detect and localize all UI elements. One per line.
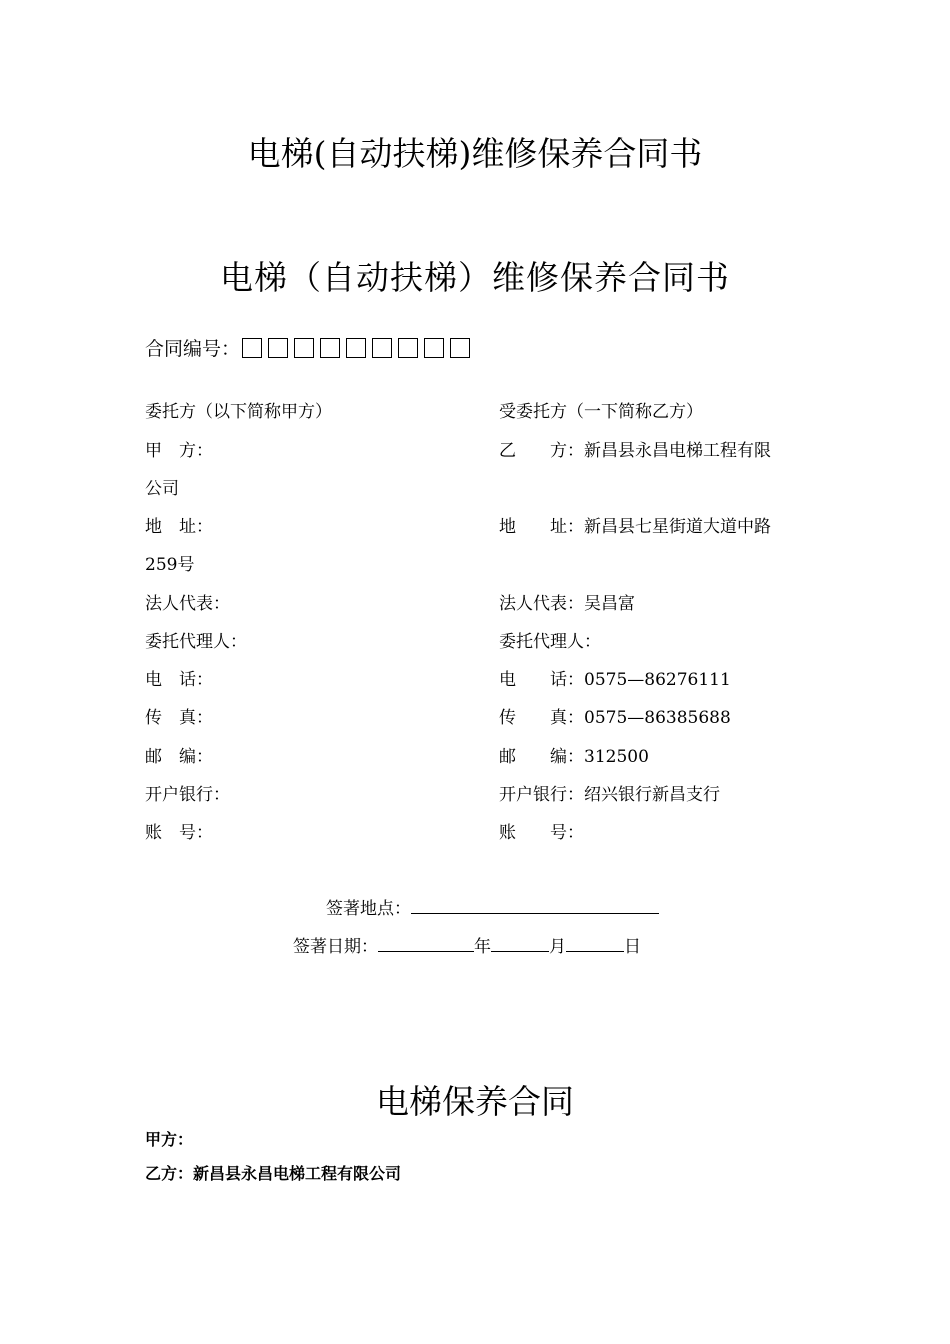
- party-name-wrap: 公司: [145, 479, 179, 499]
- party-b-name-label: 乙 方：: [499, 441, 584, 461]
- contract-number-box: [242, 338, 262, 358]
- bottom-party-b: 乙方：新昌县永昌电梯工程有限公司: [145, 1164, 402, 1183]
- address-wrap: 259号: [145, 555, 195, 575]
- signing-day-blank: [566, 935, 624, 952]
- document-heading-top: 电梯(自动扶梯)维修保养合同书: [247, 134, 703, 173]
- party-b-postcode-label: 邮 编：: [499, 747, 584, 767]
- party-a-bank-label: 开户银行：: [145, 785, 230, 805]
- contract-number-box: [398, 338, 418, 358]
- signing-place-row: [326, 894, 659, 919]
- signing-year-blank: [378, 935, 474, 952]
- party-b-address-label: 地 址：: [499, 517, 584, 537]
- party-b-postcode-value: 312500: [584, 747, 649, 767]
- party-b-header: 受委托方（一下简称乙方）: [499, 402, 703, 422]
- contract-section-heading: 电梯保养合同: [376, 1082, 574, 1121]
- contract-number-box: [372, 338, 392, 358]
- party-b-name-value: 新昌县永昌电梯工程有限: [584, 441, 771, 461]
- party-b-phone-row: [499, 665, 731, 690]
- party-b-fax-label: 传 真：: [499, 708, 584, 728]
- party-b-bank-label: 开户银行：: [499, 785, 584, 805]
- contract-number-box: [346, 338, 366, 358]
- party-b-account-label: 账 号：: [499, 823, 584, 843]
- party-a-phone-label: 电 话：: [145, 670, 213, 690]
- party-b-address-row: [499, 512, 771, 537]
- party-a-address-label: 地 址：: [145, 517, 213, 537]
- party-b-phone-value: 0575—86276111: [584, 670, 731, 690]
- party-a-legal-rep-label: 法人代表：: [145, 594, 230, 614]
- signing-date-label: 签著日期：: [293, 937, 378, 957]
- contract-number-box: [450, 338, 470, 358]
- party-b-name-row: [499, 436, 771, 461]
- contract-number-box: [294, 338, 314, 358]
- party-a-account-label: 账 号：: [145, 823, 213, 843]
- party-b-legal-rep-label: 法人代表：: [499, 594, 584, 614]
- party-b-legal-rep-row: [499, 589, 635, 614]
- contract-number-box: [268, 338, 288, 358]
- party-a-name-label: 甲 方：: [145, 441, 213, 461]
- contract-number-boxes: [242, 338, 476, 358]
- party-b-fax-row: [499, 703, 731, 728]
- party-b-bank-row: [499, 780, 720, 805]
- contract-number-box: [424, 338, 444, 358]
- year-label: 年: [474, 937, 491, 957]
- party-a-agent-label: 委托代理人：: [145, 632, 247, 652]
- contract-number-box: [320, 338, 340, 358]
- party-b-postcode-row: [499, 742, 649, 767]
- party-a-postcode-label: 邮 编：: [145, 747, 213, 767]
- signing-place-blank: [411, 897, 659, 914]
- signing-place-label: 签著地点：: [326, 899, 411, 919]
- party-b-agent-label: 委托代理人：: [499, 632, 601, 652]
- party-b-bank-value: 绍兴银行新昌支行: [584, 785, 720, 805]
- party-a-header: 委托方（以下简称甲方）: [145, 402, 332, 422]
- party-a-fax-label: 传 真：: [145, 708, 213, 728]
- month-label: 月: [549, 937, 566, 957]
- signing-month-blank: [491, 935, 549, 952]
- document-heading-main: 电梯（自动扶梯）维修保养合同书: [220, 258, 730, 297]
- day-label: 日: [624, 937, 641, 957]
- contract-number-row: [145, 334, 476, 361]
- contract-number-label: 合同编号：: [145, 338, 241, 360]
- party-b-address-value: 新昌县七星街道大道中路: [584, 517, 771, 537]
- bottom-party-a: 甲方：: [145, 1130, 194, 1149]
- party-b-fax-value: 0575—86385688: [584, 708, 731, 728]
- party-b-phone-label: 电 话：: [499, 670, 584, 690]
- party-b-legal-rep-value: 吴昌富: [584, 594, 635, 614]
- signing-date-row: [293, 932, 641, 957]
